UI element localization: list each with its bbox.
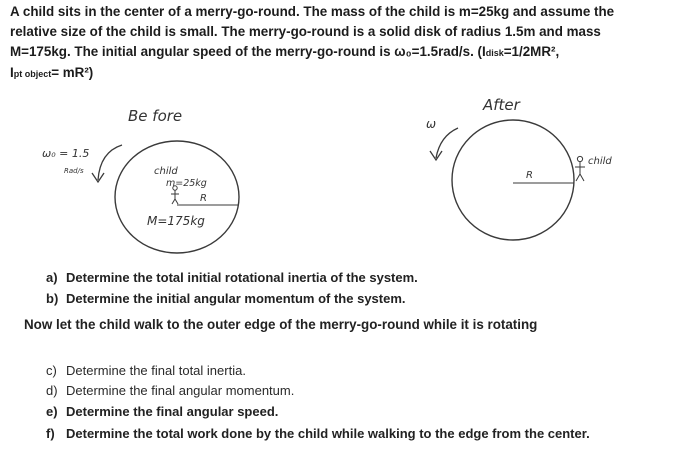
transition-text: Now let the child walk to the outer edge of the merry-go-round while it is rotating xyxy=(24,317,538,332)
question-text: Determine the total initial rotational inertia of the system. xyxy=(66,270,418,285)
disk-mass-label: M=175kg xyxy=(147,214,205,228)
radius-label-after: R xyxy=(526,170,533,181)
problem-line-4-text: I xyxy=(10,65,14,80)
disk-subscript: disk xyxy=(485,48,504,58)
question-text: Determine the final angular momentum. xyxy=(66,383,295,398)
question-c xyxy=(46,363,246,378)
question-text: Determine the initial angular momentum of the system. xyxy=(66,291,406,306)
question-text: Determine the final total inertia. xyxy=(66,363,246,378)
problem-line-2: relative size of the child is small. The merry-go-round is a solid disk of radius 1.5m and mass xyxy=(10,24,601,39)
question-b xyxy=(46,291,406,306)
handwritten-sketch xyxy=(0,80,700,270)
question-label: c) xyxy=(46,363,57,378)
child-mass-label: m=25kg xyxy=(166,178,207,189)
point-object-subscript: pt object xyxy=(13,69,52,79)
rotation-arrow-before xyxy=(98,145,122,180)
question-label: a) xyxy=(46,270,58,285)
problem-line-3-text: M=175kg. The initial angular speed of the merry-go-round is ω₀=1.5rad/s. (I xyxy=(10,44,486,59)
omega0-label: ω₀ = 1.5 xyxy=(42,147,90,160)
before-disk xyxy=(115,141,239,253)
before-label: Be fore xyxy=(128,107,183,125)
question-e xyxy=(46,404,278,419)
question-label: b) xyxy=(46,291,59,306)
after-disk xyxy=(452,120,574,240)
child-figure-after xyxy=(575,156,585,181)
child-label-before: child xyxy=(154,166,178,177)
question-a xyxy=(46,270,418,285)
problem-line-3 xyxy=(10,42,692,63)
problem-statement xyxy=(10,2,692,84)
omega0-unit: Rad/s xyxy=(64,167,84,175)
after-label: After xyxy=(483,96,520,114)
child-label-after: child xyxy=(588,156,612,167)
question-text: Determine the final angular speed. xyxy=(66,404,279,419)
problem-line-3-end: =1/2MR², xyxy=(503,44,560,59)
question-text: Determine the total work done by the child while walking to the edge from the center. xyxy=(66,426,590,441)
question-label: f) xyxy=(46,426,55,441)
question-f xyxy=(46,426,590,441)
question-d xyxy=(46,383,294,398)
rotation-arrow-after xyxy=(436,128,458,158)
omega-label: ω xyxy=(426,117,437,131)
problem-line-1: A child sits in the center of a merry-go-round. The mass of the child is m=25kg and assume the xyxy=(10,4,615,19)
problem-line-4-end: = mR²) xyxy=(51,65,94,80)
question-label: d) xyxy=(46,383,58,398)
question-label: e) xyxy=(46,404,58,419)
radius-label-before: R xyxy=(200,193,207,204)
